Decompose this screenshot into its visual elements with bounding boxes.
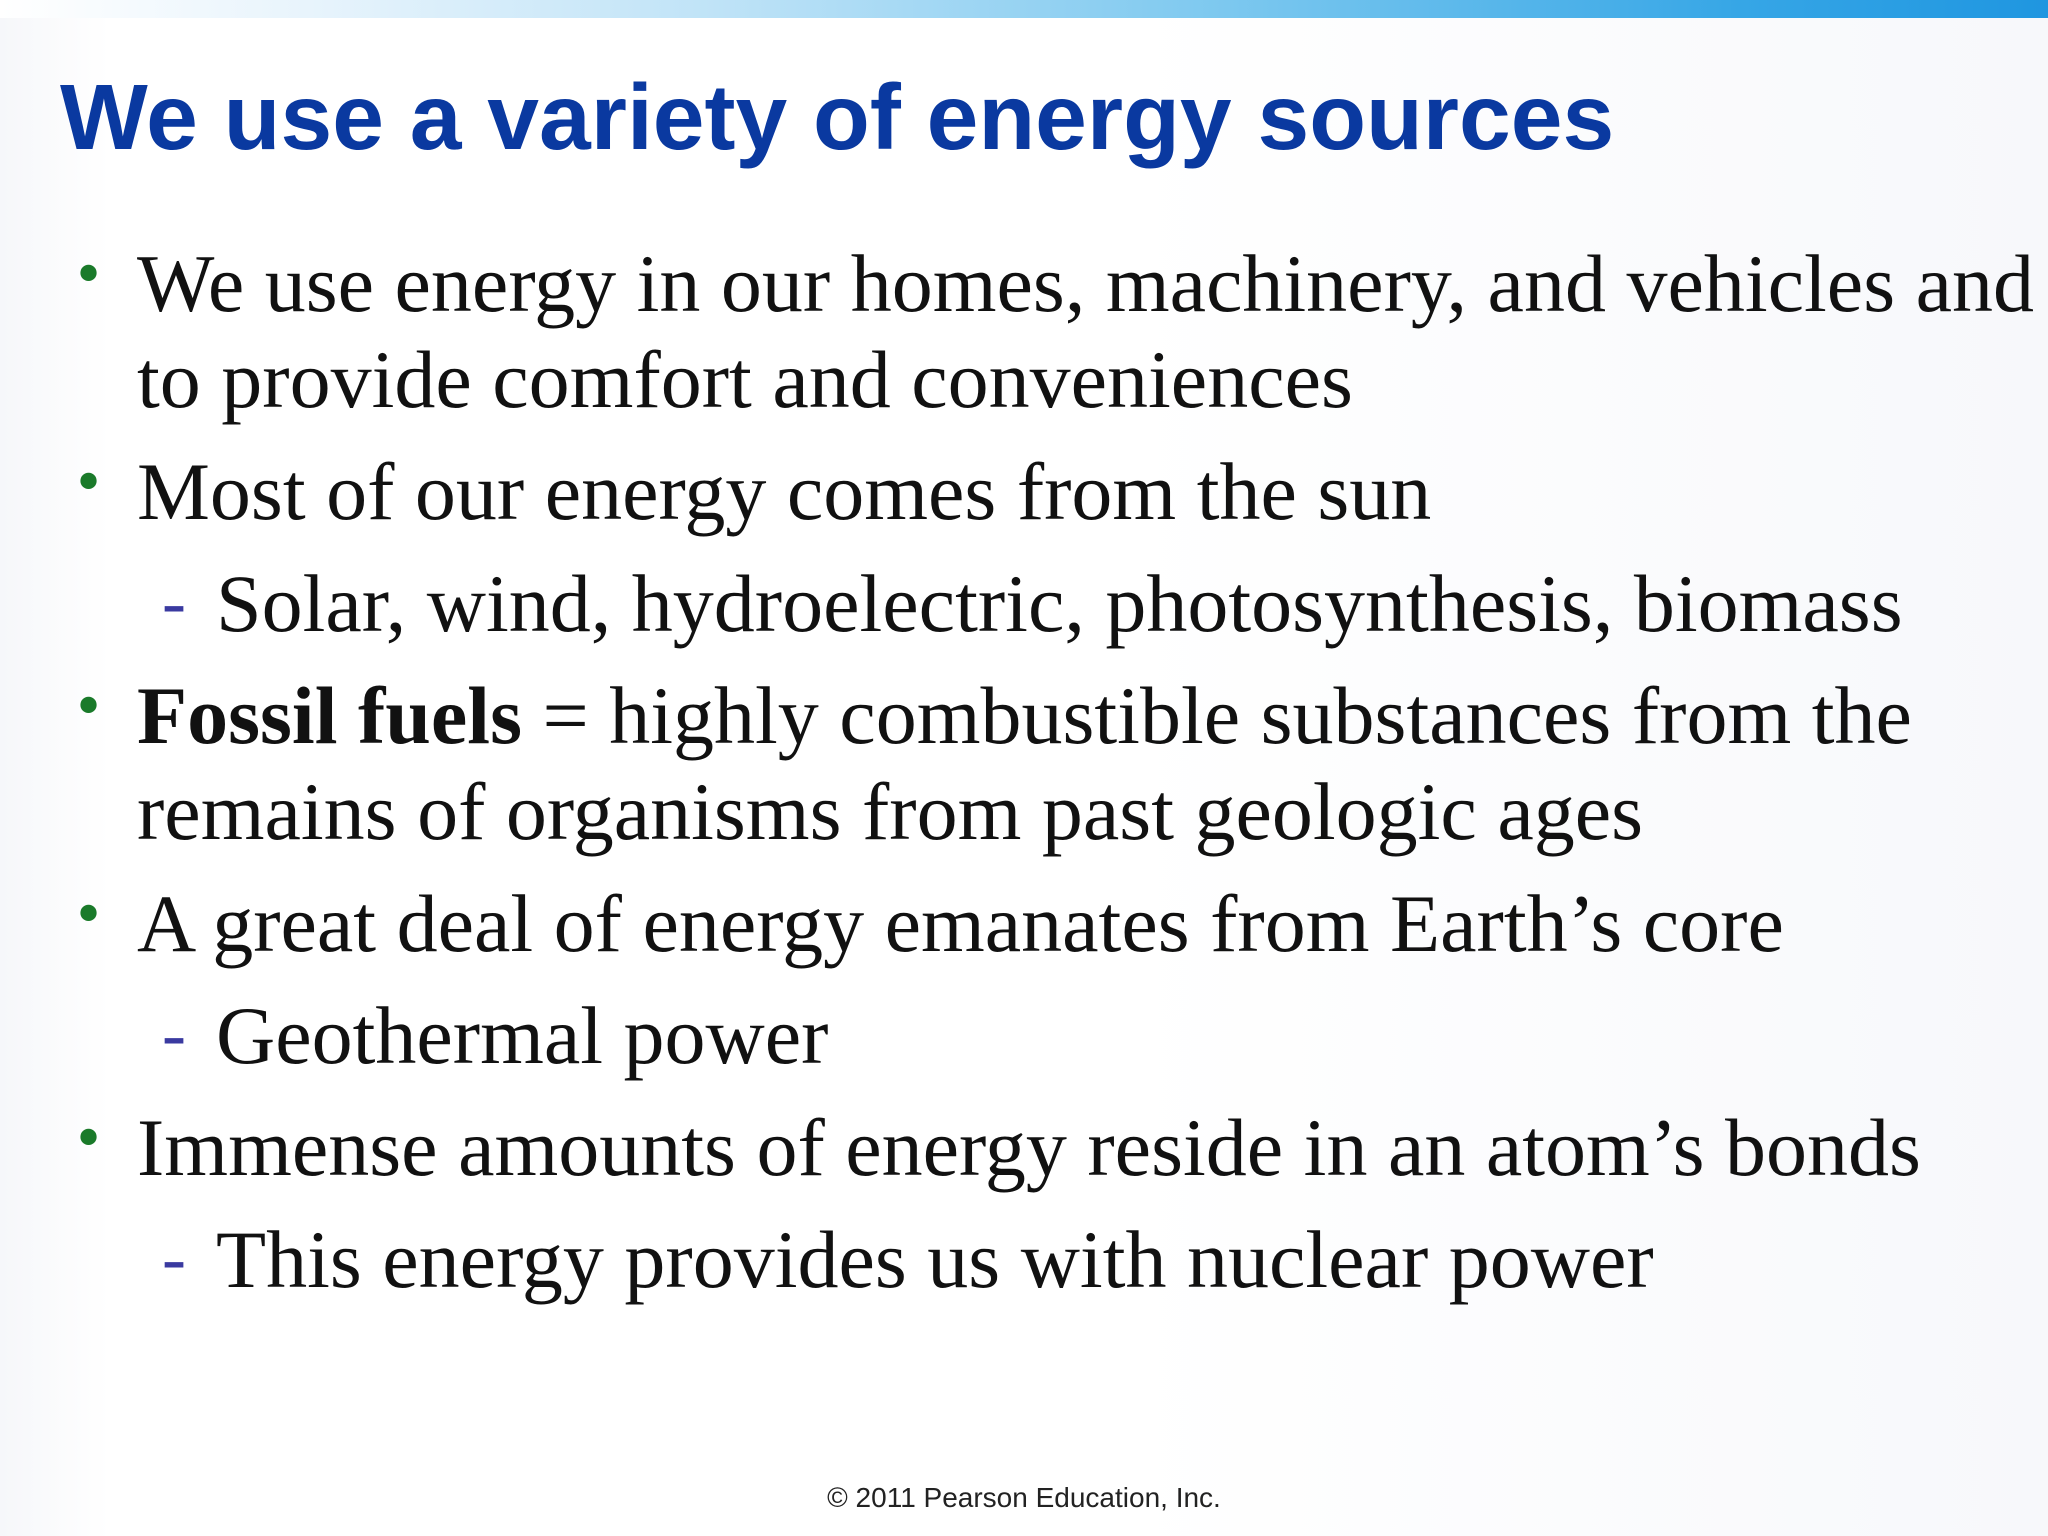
copyright-footer: © 2011 Pearson Education, Inc.	[827, 1482, 1221, 1513]
bullet-item-energy-uses	[0, 236, 2048, 428]
bullet-marker: •	[72, 883, 106, 948]
bullet-list	[0, 236, 2048, 1324]
sub-bullet-marker: -	[162, 994, 186, 1074]
sub-bullet-nuclear-power	[0, 1212, 2048, 1308]
sub-bullet-marker: -	[162, 1218, 186, 1298]
bullet-text: = highly combustible substances from the remains of organisms from past geologic ages	[137, 670, 1912, 857]
bullet-item-earth-core	[0, 876, 2048, 972]
sub-bullet-text: This energy provides us with nuclear power	[216, 1214, 1654, 1305]
bold-term: Fossil fuels	[137, 670, 522, 761]
sub-bullet-solar-sources	[0, 556, 2048, 652]
bullet-item-sun-energy	[0, 444, 2048, 540]
bullet-text: A great deal of energy emanates from Earth’s core	[137, 878, 1784, 969]
bullet-text: Immense amounts of energy reside in an atom’s bonds	[137, 1102, 1921, 1193]
bullet-marker: •	[72, 675, 106, 740]
top-accent-bar	[0, 0, 2048, 18]
bullet-text: We use energy in our homes, machinery, and vehicles and to provide comfort and conveniences	[137, 238, 2035, 425]
slide-title: We use a variety of energy sources	[60, 65, 1615, 169]
sub-bullet-text: Geothermal power	[216, 990, 829, 1081]
bullet-item-atom-bonds	[0, 1100, 2048, 1196]
bullet-item-fossil-fuels	[0, 668, 2048, 860]
bullet-marker: •	[72, 451, 106, 516]
bullet-marker: •	[72, 1107, 106, 1172]
sub-bullet-text: Solar, wind, hydroelectric, photosynthesis, biomass	[216, 558, 1903, 649]
bullet-marker: •	[72, 243, 106, 308]
sub-bullet-geothermal	[0, 988, 2048, 1084]
bullet-text: Most of our energy comes from the sun	[137, 446, 1432, 537]
sub-bullet-marker: -	[162, 562, 186, 642]
